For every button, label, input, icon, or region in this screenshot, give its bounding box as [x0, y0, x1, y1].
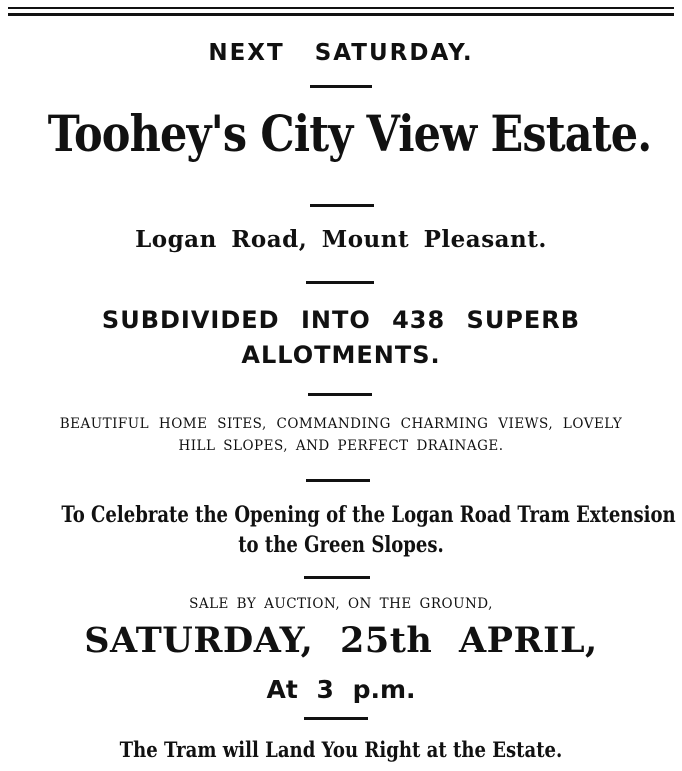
subdivided-line-2: ALLOTMENTS. [241, 341, 441, 369]
next-saturday-heading: NEXT SATURDAY. [208, 40, 474, 66]
features-line-1: BEAUTIFUL HOME SITES, COMMANDING CHARMING VIEWS, LOVELY [59, 416, 623, 432]
celebrate-line-1: To Celebrate the Opening of the Logan Road Tram Extension [61, 502, 676, 528]
features-line-2: HILL SLOPES, AND PERFECT DRAINAGE. [178, 438, 504, 454]
separator-rule [310, 204, 374, 207]
separator-rule [310, 85, 372, 88]
tram-note-line: The Tram will Land You Right at the Estate. [119, 737, 563, 762]
estate-title: Toohey's City View Estate. [47, 104, 652, 163]
sale-time-line: At 3 p.m. [266, 675, 416, 704]
separator-rule [304, 717, 368, 720]
celebrate-line-2: to the Green Slopes. [238, 532, 444, 558]
subdivided-line-1: SUBDIVIDED INTO 438 SUPERB [101, 306, 581, 334]
sale-info-line: SALE BY AUCTION, ON THE GROUND, [189, 596, 493, 612]
separator-rule [306, 281, 374, 284]
separator-rule [308, 393, 372, 396]
top-border-rule-thick [8, 13, 674, 16]
location-line: Logan Road, Mount Pleasant. [135, 226, 547, 253]
top-border-rule [8, 7, 674, 9]
sale-date-line: SATURDAY, 25th APRIL, [84, 620, 598, 661]
separator-rule [304, 576, 370, 579]
separator-rule [306, 479, 370, 482]
